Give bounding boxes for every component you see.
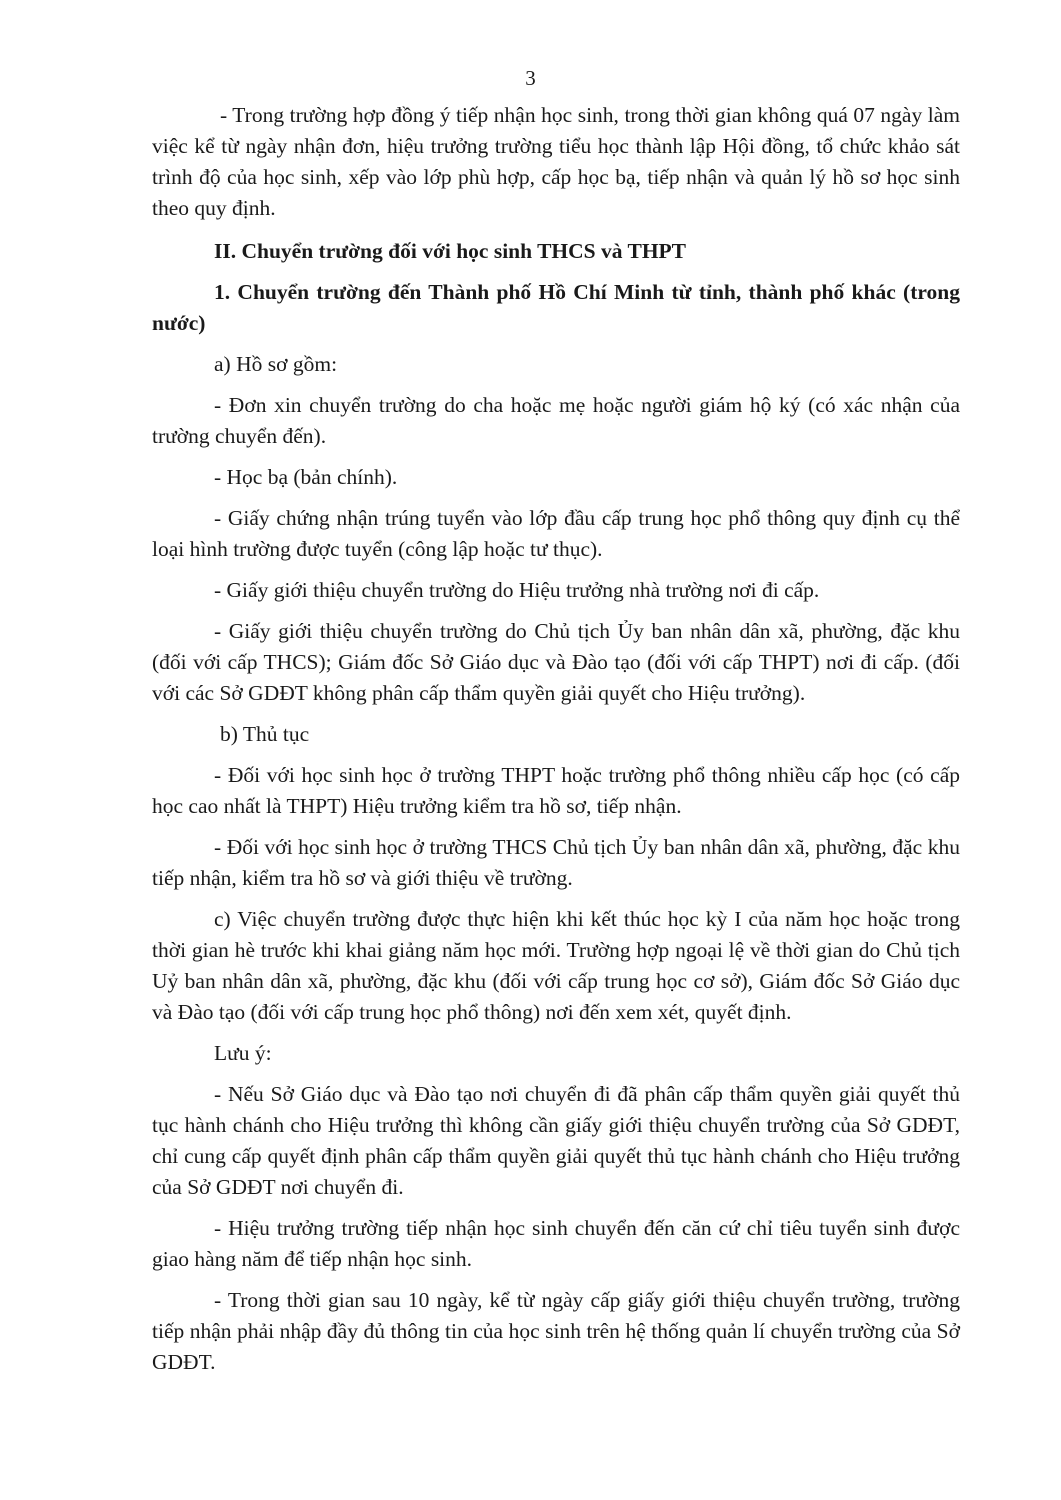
subsection-heading-1: 1. Chuyển trường đến Thành phố Hồ Chí Minh từ tỉnh, thành phố khác (trong nước) [152,280,960,335]
page-number: 3 [525,66,536,90]
list-item: - Giấy giới thiệu chuyển trường do Hiệu trưởng nhà trường nơi đi cấp. [214,578,820,602]
paragraph-procedure-label: b) Thủ tục [220,722,310,746]
list-item: - Hiệu trưởng trường tiếp nhận học sinh chuyển đến căn cứ chỉ tiêu tuyển sinh được giao hàng năm để tiếp nhận học sinh. [152,1216,960,1271]
list-item: - Trong thời gian sau 10 ngày, kể từ ngày cấp giấy giới thiệu chuyển trường, trường tiếp nhận phải nhập đầy đủ thông tin của học sinh trên hệ thống quản lí chuyển trường của Sở GDĐT. [152,1288,960,1374]
paragraph-timing: c) Việc chuyển trường được thực hiện khi kết thúc học kỳ I của năm học hoặc trong thời gian hè trước khi khai giảng năm học mới. Trường hợp ngoại lệ về thời gian do Chủ tịch Uỷ ban nhân dân xã, phường, đặc khu (đối với cấp trung học cơ sở), Giám đốc Sở Giáo dục và Đào tạo (đối với cấp trung học phổ thông) nơi đến xem xét, quyết định. [152,907,960,1024]
list-item: - Đối với học sinh học ở trường THCS Chủ tịch Ủy ban nhân dân xã, phường, đặc khu tiếp nhận, kiểm tra hồ sơ và giới thiệu về trường. [152,835,960,890]
list-item: - Đơn xin chuyển trường do cha hoặc mẹ hoặc người giám hộ ký (có xác nhận của trường chuyển đến). [152,393,960,448]
paragraph-dossier-label: a) Hồ sơ gồm: [214,352,338,376]
paragraph-intake-procedure: - Trong trường hợp đồng ý tiếp nhận học sinh, trong thời gian không quá 07 ngày làm việc kể từ ngày nhận đơn, hiệu trưởng trường tiểu học thành lập Hội đồng, tổ chức khảo sát trình độ của học sinh, xếp vào lớp phù hợp, cấp học bạ, tiếp nhận và quản lý hồ sơ học sinh theo quy định. [152,103,960,220]
list-item: - Học bạ (bản chính). [214,465,398,489]
paragraph-note-label: Lưu ý: [214,1041,272,1065]
list-item: - Nếu Sở Giáo dục và Đào tạo nơi chuyển đi đã phân cấp thẩm quyền giải quyết thủ tục hành chánh cho Hiệu trưởng thì không cần giấy giới thiệu chuyển trường của Sở GDĐT, chỉ cung cấp quyết định phân cấp thẩm quyền giải quyết thủ tục hành chánh cho Hiệu trưởng của Sở GDĐT nơi chuyển đi. [152,1082,960,1199]
list-item: - Giấy giới thiệu chuyển trường do Chủ tịch Ủy ban nhân dân xã, phường, đặc khu (đối với cấp THCS); Giám đốc Sở Giáo dục và Đào tạo (đối với cấp THPT) nơi đi cấp. (đối với các Sở GDĐT không phân cấp thẩm quyền giải quyết cho Hiệu trưởng). [152,619,960,705]
list-item: - Giấy chứng nhận trúng tuyển vào lớp đầu cấp trung học phổ thông quy định cụ thể loại hình trường được tuyển (công lập hoặc tư thục). [152,506,960,561]
list-item: - Đối với học sinh học ở trường THPT hoặc trường phổ thông nhiều cấp học (có cấp học cao nhất là THPT) Hiệu trưởng kiểm tra hồ sơ, tiếp nhận. [152,763,960,818]
section-heading-ii: II. Chuyển trường đối với học sinh THCS và THPT [214,239,687,263]
document-body [152,100,960,1388]
